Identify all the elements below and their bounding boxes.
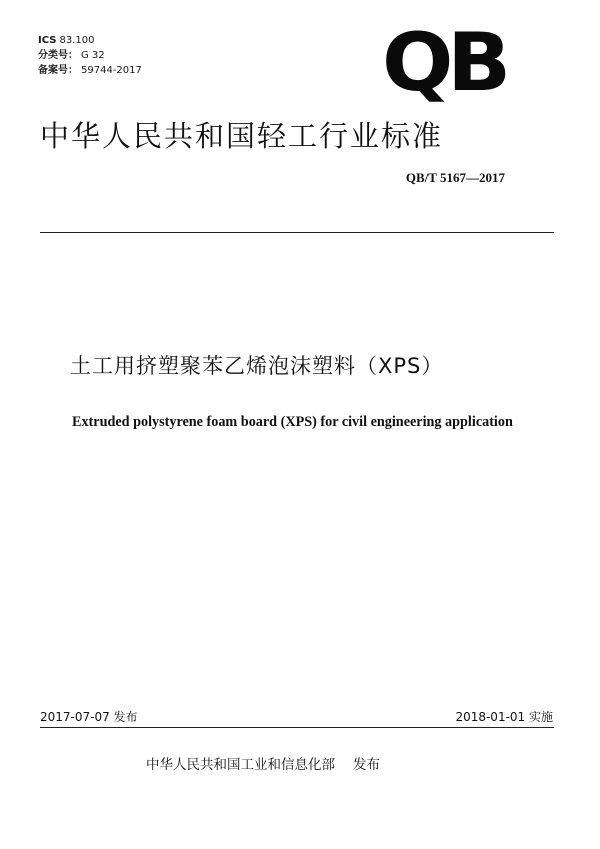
issuer-line (146, 753, 380, 773)
qb-logo: QB (382, 16, 505, 109)
ics-label: ICS (38, 35, 57, 46)
issue-date: 2017-07-07 发布 (40, 710, 138, 724)
ics-line (38, 33, 142, 48)
implementation-date: 2018-01-01 实施 (455, 710, 553, 724)
ics-value: 83.100 (59, 35, 95, 46)
class-line (38, 48, 142, 63)
class-value: G 32 (81, 50, 105, 61)
classification-block (38, 33, 142, 78)
issuer-name: 中华人民共和国工业和信息化部 (146, 757, 335, 773)
footer-divider (40, 727, 554, 728)
title-chinese: 土工用挤塑聚苯乙烯泡沫塑料（XPS） (70, 354, 444, 378)
issuer-action: 发布 (353, 757, 380, 773)
record-line (38, 63, 142, 78)
record-label: 备案号： (38, 65, 78, 76)
header-divider (40, 232, 554, 233)
title-english: Extruded polystyrene foam board (XPS) for civil engineering application (72, 414, 513, 430)
record-value: 59744-2017 (81, 65, 142, 76)
standard-code: QB/T 5167—2017 (405, 170, 505, 185)
org-title: 中华人民共和国轻工行业标准 (40, 119, 444, 153)
class-label: 分类号： (38, 50, 78, 61)
